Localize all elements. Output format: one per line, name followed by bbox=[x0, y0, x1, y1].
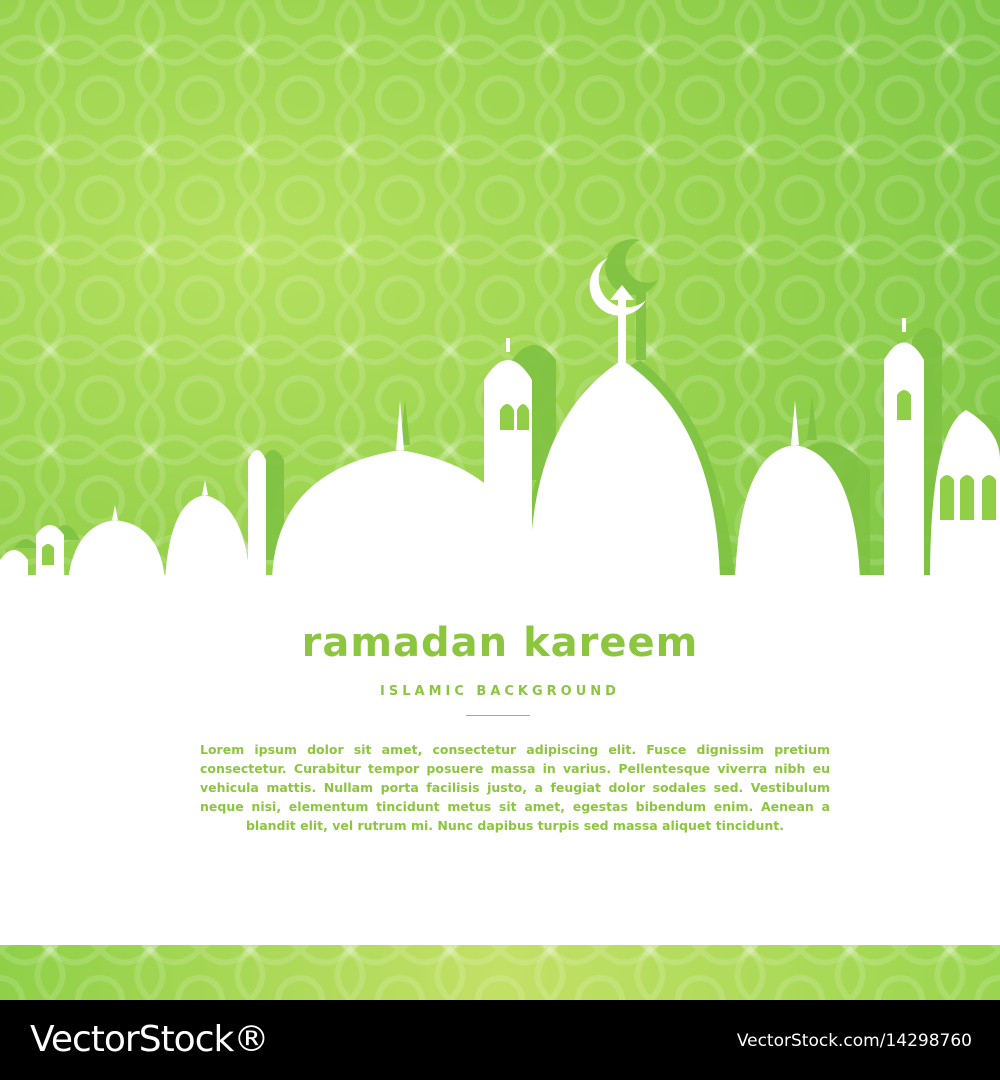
divider bbox=[466, 715, 530, 716]
title: ramadan kareem bbox=[301, 620, 699, 666]
vectorstock-credit: VectorStock.com/14298760 bbox=[736, 1031, 972, 1051]
body-text: Lorem ipsum dolor sit amet, consectetur adipiscing elit. Fusce dignissim pretium consectetur. Curabitur tempor posuere massa in varius. Pellentesque viverra nibh eu vehicula mattis. Nullam porta facilisis justo, a feugiat dolor sodales sed. Vestibulum neque nisi, elementum tincidunt metus sit amet, egestas bibendum enim. Aenean a blandit elit, vel rutrum mi. Nunc dapibus turpis sed massa aliquet tincidunt. bbox=[200, 742, 830, 833]
subtitle: ISLAMIC BACKGROUND bbox=[380, 684, 620, 699]
vectorstock-logo: VectorStock® bbox=[30, 1019, 269, 1060]
